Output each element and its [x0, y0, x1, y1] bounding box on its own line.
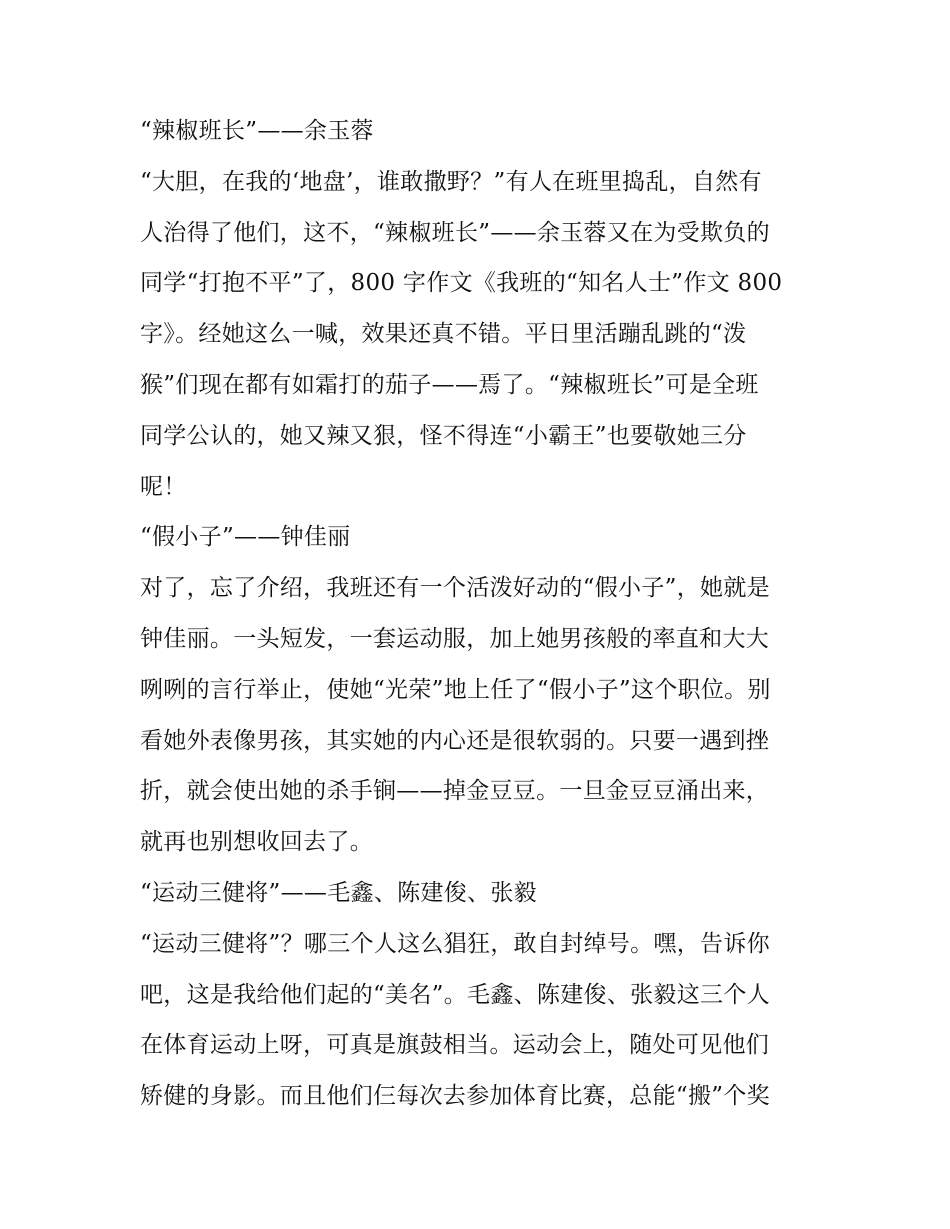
section-heading-tomboy: “假小子”——钟佳丽: [140, 524, 351, 551]
paragraph-line: 矫健的身影。而且他们仨每次去参加体育比赛，总能“搬”个奖: [140, 1083, 770, 1110]
paragraph-line: 字》。经她这么一喊，效果还真不错。平日里活蹦乱跳的“泼: [140, 321, 747, 348]
paragraph-line: 看她外表像男孩，其实她的内心还是很软弱的。只要一遇到挫: [140, 727, 770, 754]
document-body: [140, 106, 812, 1122]
paragraph-line: 猴”们现在都有如霜打的茄子——焉了。“辣椒班长”可是全班: [140, 371, 759, 398]
section-heading-sports-trio: “运动三健将”——毛鑫、陈建俊、张毅: [140, 879, 537, 906]
paragraph-line: 在体育运动上呀，可真是旗鼓相当。运动会上，随处可见他们: [140, 1032, 770, 1059]
paragraph-line: 咧咧的言行举止，使她“光荣”地上任了“假小子”这个职位。别: [140, 676, 771, 703]
paragraph-line: 吧，这是我给他们起的“美名”。毛鑫、陈建俊、张毅这三个人: [140, 981, 770, 1008]
paragraph-line: 同学“打抱不平”了，800 字作文《我班的“知名人士”作文 800: [140, 270, 783, 297]
section-heading-chili-monitor: “辣椒班长”——余玉蓉: [140, 118, 374, 144]
paragraph-line: 就再也别想收回去了。: [140, 829, 373, 856]
paragraph-line: 同学公认的，她又辣又狠，怪不得连“小霸王”也要敬她三分: [140, 422, 747, 449]
paragraph-line: 人治得了他们，这不，“辣椒班长”——余玉蓉又在为受欺负的: [140, 219, 770, 246]
paragraph-line: “大胆，在我的‘地盘’，谁敢撒野？”有人在班里捣乱，自然有: [140, 168, 762, 195]
paragraph-line: 呢！: [140, 473, 187, 500]
paragraph-line: 对了，忘了介绍，我班还有一个活泼好动的“假小子”，她就是: [140, 575, 770, 602]
paragraph-line: “运动三健将”？哪三个人这么猖狂，敢自封绰号。嘿，告诉你: [140, 930, 770, 957]
paragraph-line: 折，就会使出她的杀手锏——掉金豆豆。一旦金豆豆涌出来，: [140, 778, 770, 805]
paragraph-line: 钟佳丽。一头短发，一套运动服，加上她男孩般的率直和大大: [140, 625, 770, 652]
